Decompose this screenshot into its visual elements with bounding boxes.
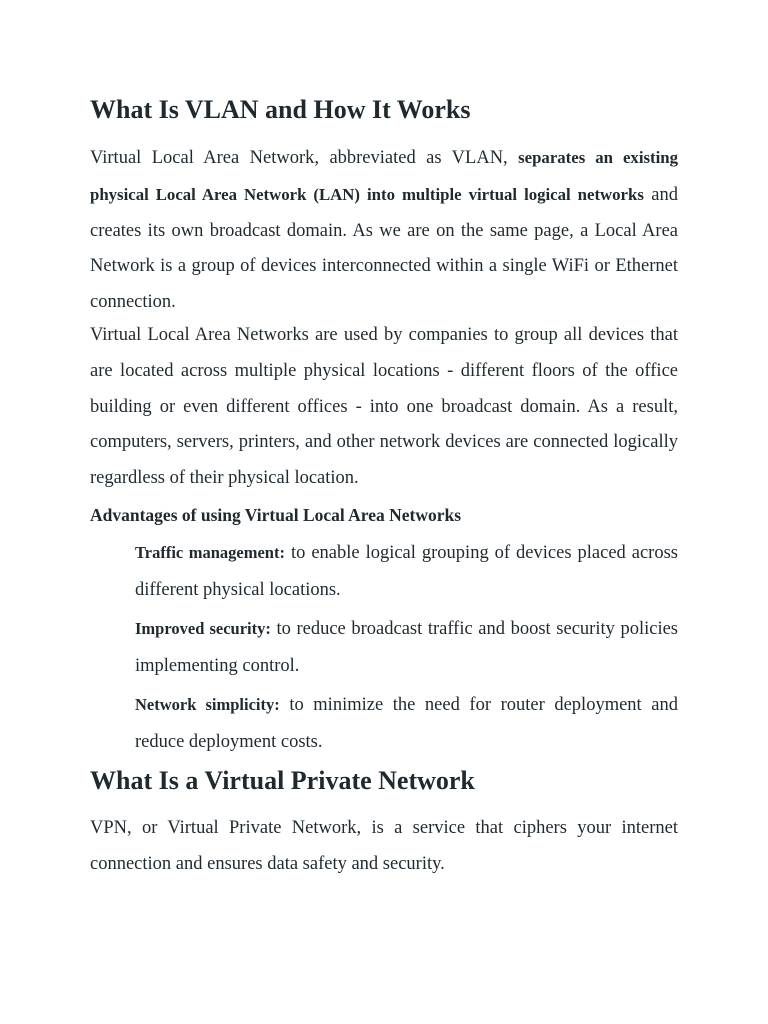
advantage-term: Improved security:	[135, 619, 271, 638]
advantage-item-security	[135, 610, 678, 685]
vpn-intro-paragraph: VPN, or Virtual Private Network, is a service that ciphers your internet connection and ensures data safety and security.	[90, 818, 678, 874]
vlan-usage-paragraph: Virtual Local Area Networks are used by companies to group all devices that are located across multiple physical locations - different floors of the office building or even different offices - into one broadcast domain. As a result, computers, servers, printers, and other network devices are connected logically regardless of their physical location.	[90, 325, 678, 489]
section-title-vpn: What Is a Virtual Private Network	[90, 766, 475, 795]
advantages-heading: Advantages of using Virtual Local Area Networks	[90, 505, 462, 525]
vlan-intro-lead: Virtual Local Area Network, abbreviated as VLAN,	[90, 148, 519, 168]
advantage-item-traffic	[135, 534, 678, 609]
advantage-text: to reduce broadcast traffic and boost security policies implementing control.	[135, 619, 679, 676]
vlan-intro-tail: and creates its own broadcast domain. As we are on the same page, a Local Area Network is a group of devices interconnected within a single WiFi or Ethernet connection.	[90, 184, 678, 313]
section-title-vlan: What Is VLAN and How It Works	[90, 95, 471, 124]
vlan-intro-bold: separates an existing physical Local Area Network (LAN) into multiple virtual logical networks	[90, 148, 678, 204]
advantages-list	[135, 534, 678, 762]
advantage-term: Network simplicity:	[135, 695, 280, 714]
advantage-text: to minimize the need for router deployment and reduce deployment costs.	[135, 695, 678, 752]
advantage-text: to enable logical grouping of devices placed across different physical locations.	[135, 543, 678, 600]
vlan-intro-paragraph	[90, 140, 678, 321]
advantage-item-simplicity	[135, 686, 678, 761]
advantage-term: Traffic management:	[135, 543, 285, 562]
